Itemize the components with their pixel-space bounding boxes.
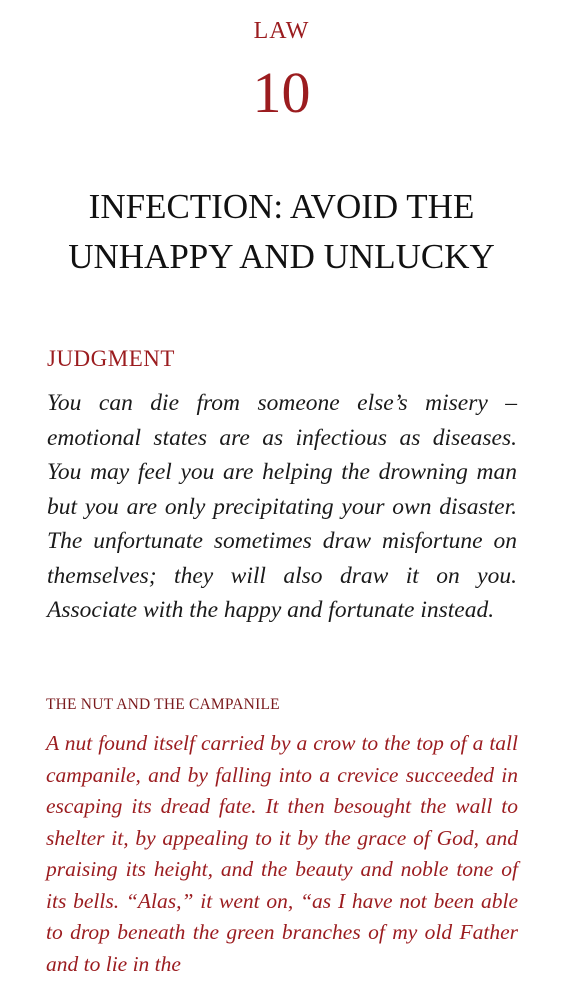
story-heading: THE NUT AND THE CAMPANILE [46, 696, 280, 713]
judgment-text: You can die from someone else’s misery – emotional states are as infectious as diseases. You may feel you are helping the drowning man but you are only precipitating your own disaster. The unfortunate sometimes draw misfortune on themselves; they will also draw it on you. Associate with the happy and fortunate instead. [47, 390, 517, 623]
chapter-title: INFECTION: AVOID THE UNHAPPY AND UNLUCKY [68, 187, 495, 276]
judgment-heading: JUDGMENT [47, 346, 175, 371]
story-text: A nut found itself carried by a crow to the top of a tall campanile, and by falling into a crevice succeeded in escaping its dread fate. It then besought the wall to shelter it, by appealing to it by the grace of God, and praising its height, and the beauty and noble tone of its bells. “Alas,” it went on, “as I have not been able to drop beneath the green branches of my old Father and to lie in the [46, 731, 518, 976]
law-label: LAW [253, 18, 310, 44]
law-number: 10 [252, 60, 311, 125]
